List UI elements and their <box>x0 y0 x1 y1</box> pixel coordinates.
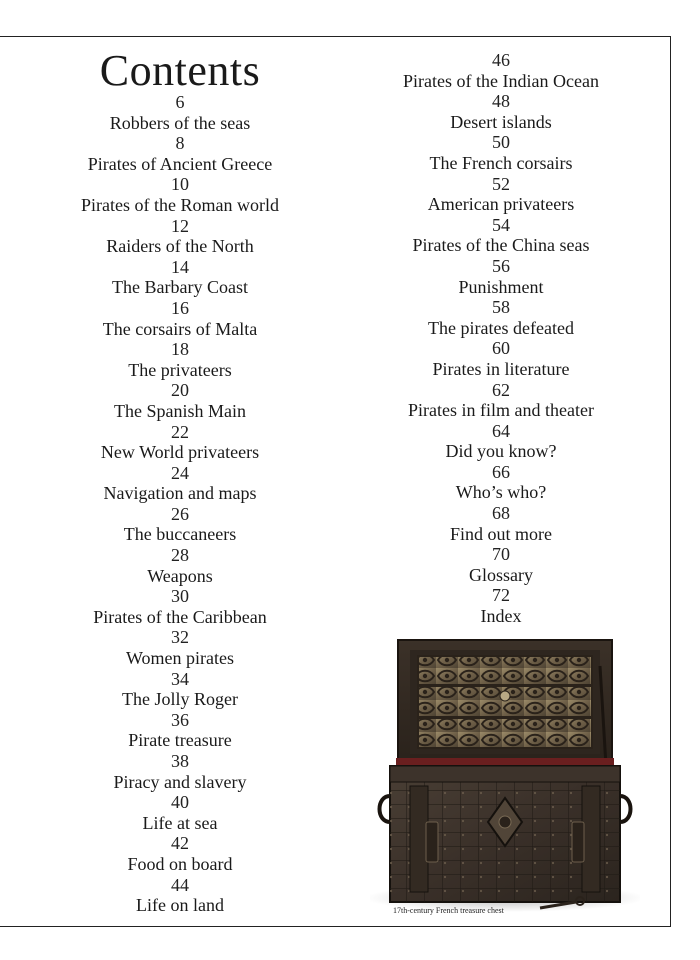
contents-entry <box>40 92 320 133</box>
page-number: 50 <box>492 132 510 153</box>
page-title: Contents <box>99 46 261 95</box>
page-number: 22 <box>171 421 189 442</box>
page-number: 42 <box>171 833 189 854</box>
entry-title: The pirates defeated <box>428 317 574 338</box>
entry-title: The Spanish Main <box>114 400 246 421</box>
contents-entry <box>40 875 320 916</box>
entry-title: The privateers <box>128 359 232 380</box>
contents-entry <box>355 585 647 626</box>
contents-entry <box>355 174 647 215</box>
entry-title: Navigation and maps <box>103 483 257 504</box>
page-number: 18 <box>171 339 189 360</box>
contents-entry <box>40 174 320 215</box>
contents-entry <box>40 669 320 710</box>
entry-title: The French corsairs <box>429 152 573 173</box>
page-number: 40 <box>171 792 189 813</box>
entry-title: Weapons <box>147 565 213 586</box>
entry-title: Pirates of the Indian Ocean <box>403 70 599 91</box>
contents-right-column <box>355 50 647 627</box>
page-number: 68 <box>492 503 510 524</box>
contents-entry <box>355 132 647 173</box>
entry-title: Did you know? <box>445 441 557 462</box>
contents-entry <box>355 338 647 379</box>
entry-title: Piracy and slavery <box>113 771 247 792</box>
contents-entry <box>40 792 320 833</box>
contents-list-left <box>40 92 320 916</box>
page-number: 36 <box>171 709 189 730</box>
page-number: 66 <box>492 461 510 482</box>
page-number: 8 <box>175 133 185 154</box>
page-number: 10 <box>171 174 189 195</box>
entry-title: Index <box>480 606 522 627</box>
entry-title: Glossary <box>469 564 533 585</box>
entry-title: The buccaneers <box>123 524 237 545</box>
entry-title: The Jolly Roger <box>122 689 238 710</box>
entry-title: Punishment <box>458 276 544 297</box>
page-number: 62 <box>492 379 510 400</box>
entry-title: Who’s who? <box>455 482 547 503</box>
page-number: 6 <box>175 92 185 112</box>
contents-entry <box>355 256 647 297</box>
page-number: 56 <box>492 255 510 276</box>
page-number: 20 <box>171 380 189 401</box>
entry-title: Find out more <box>450 523 552 544</box>
contents-entry <box>355 380 647 421</box>
contents-entry <box>40 710 320 751</box>
page-number: 60 <box>492 338 510 359</box>
entry-title: Life on land <box>136 895 224 916</box>
entry-title: Pirates of the Caribbean <box>93 606 267 627</box>
entry-title: The Barbary Coast <box>112 277 248 298</box>
contents-entry <box>355 421 647 462</box>
entry-title: Pirates in film and theater <box>408 400 594 421</box>
contents-entry <box>40 463 320 504</box>
contents-entry <box>355 91 647 132</box>
entry-title: Pirates of the China seas <box>412 235 590 256</box>
page-number: 46 <box>492 50 510 70</box>
contents-entry <box>40 257 320 298</box>
entry-title: American privateers <box>427 194 575 215</box>
contents-entry <box>40 133 320 174</box>
entry-title: Pirate treasure <box>128 730 232 751</box>
contents-entry <box>40 545 320 586</box>
contents-list-right <box>355 50 647 627</box>
page-number: 24 <box>171 462 189 483</box>
page-number: 54 <box>492 214 510 235</box>
page-number: 48 <box>492 91 510 112</box>
contents-entry <box>40 422 320 463</box>
contents-entry <box>40 504 320 545</box>
entry-title: Women pirates <box>125 648 235 669</box>
entry-title: Pirates of Ancient Greece <box>87 153 273 174</box>
entry-title: Raiders of the North <box>106 236 254 257</box>
page-number: 72 <box>492 585 510 606</box>
page-number: 32 <box>171 627 189 648</box>
contents-entry <box>355 50 647 91</box>
entry-title: Desert islands <box>450 111 552 132</box>
page-number: 64 <box>492 420 510 441</box>
contents-entry <box>355 462 647 503</box>
page-number: 44 <box>171 874 189 895</box>
contents-entry <box>355 544 647 585</box>
contents-entry <box>40 586 320 627</box>
entry-title: Life at sea <box>142 812 218 833</box>
entry-title: Pirates in literature <box>432 358 570 379</box>
entry-title: Robbers of the seas <box>109 112 251 133</box>
contents-left-column <box>40 46 320 916</box>
contents-entry <box>40 833 320 874</box>
treasure-chest-image <box>370 636 640 920</box>
page-number: 58 <box>492 297 510 318</box>
figure-caption: 17th-century French treasure chest <box>393 906 504 915</box>
page-number: 38 <box>171 751 189 771</box>
entry-title: The corsairs of Malta <box>102 318 258 339</box>
page-number: 12 <box>171 215 189 236</box>
contents-entry <box>40 339 320 380</box>
page-number: 30 <box>171 586 189 607</box>
page-number: 70 <box>492 544 510 565</box>
page-number: 16 <box>171 297 189 318</box>
entry-title: Food on board <box>127 853 233 874</box>
contents-entry <box>355 297 647 338</box>
contents-entry <box>40 380 320 421</box>
entry-title: Pirates of the Roman world <box>81 194 279 215</box>
contents-entry <box>40 216 320 257</box>
entry-title: New World privateers <box>100 442 260 463</box>
page-number: 26 <box>171 503 189 524</box>
page-number: 52 <box>492 173 510 194</box>
contents-entry <box>355 503 647 544</box>
contents-entry <box>40 751 320 792</box>
contents-entry <box>40 298 320 339</box>
page-number: 34 <box>171 668 189 689</box>
page-number: 14 <box>171 256 189 277</box>
page-number: 28 <box>171 545 189 566</box>
contents-entry <box>355 215 647 256</box>
contents-entry <box>40 627 320 668</box>
